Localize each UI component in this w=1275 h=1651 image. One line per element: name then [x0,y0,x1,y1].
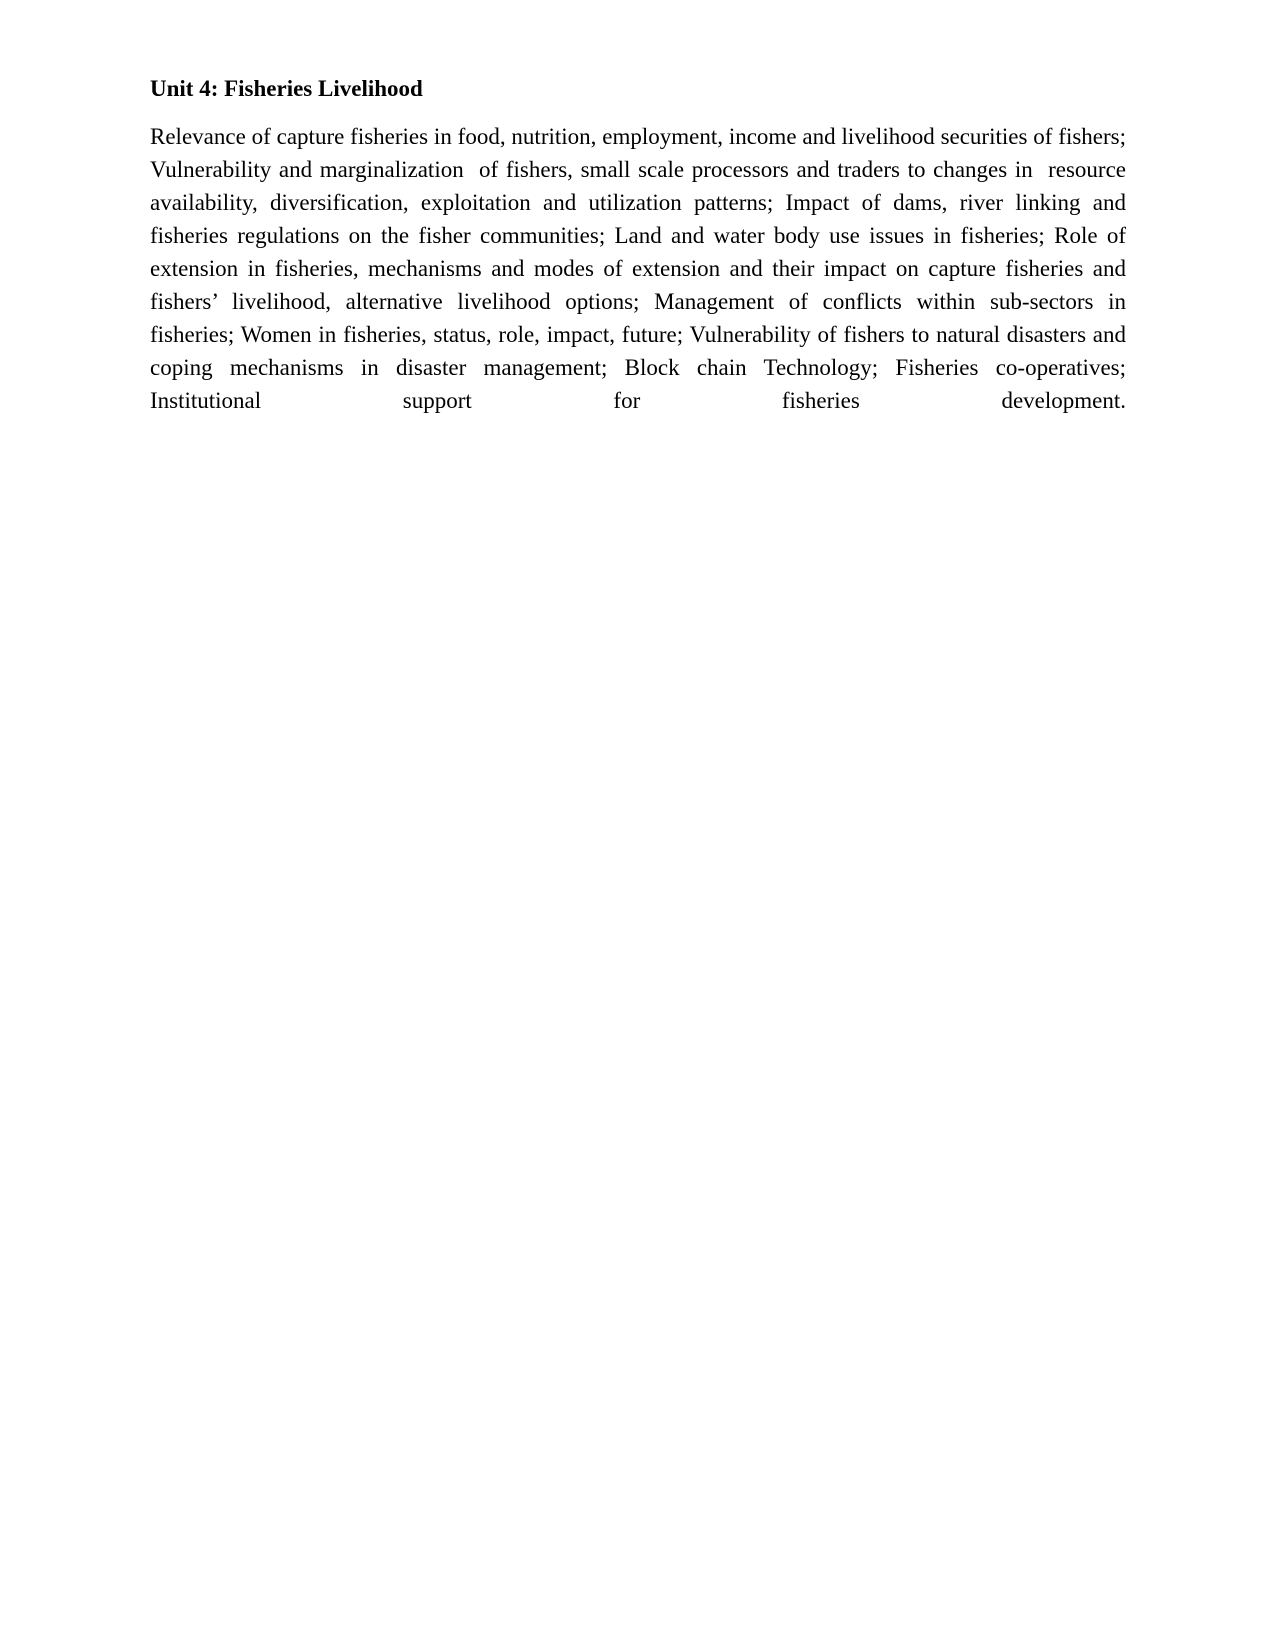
unit-heading: Unit 4: Fisheries Livelihood [150,76,423,101]
unit-section [150,70,1132,417]
unit-body-paragraph: Relevance of capture fisheries in food, nutrition, employment, income and livelihood securities of fishers; Vulnerability and marginalization of fishers, small scale processors and traders to changes in resource availability, diversification, exploitation and utilization patterns; Impact of dams, river linking and fisheries regulations on the fisher communities; Land and water body use issues in fisheries; Role of extension in fisheries, mechanisms and modes of extension and their impact on capture fisheries and fishers’ livelihood, alternative livelihood options; Management of conflicts within sub-sectors in fisheries; Women in fisheries, status, role, impact, future; Vulnerability of fishers to natural disasters and coping mechanisms in disaster management; Block chain Technology; Fisheries co-operatives; Institutional support for fisheries development. [150,124,1132,413]
